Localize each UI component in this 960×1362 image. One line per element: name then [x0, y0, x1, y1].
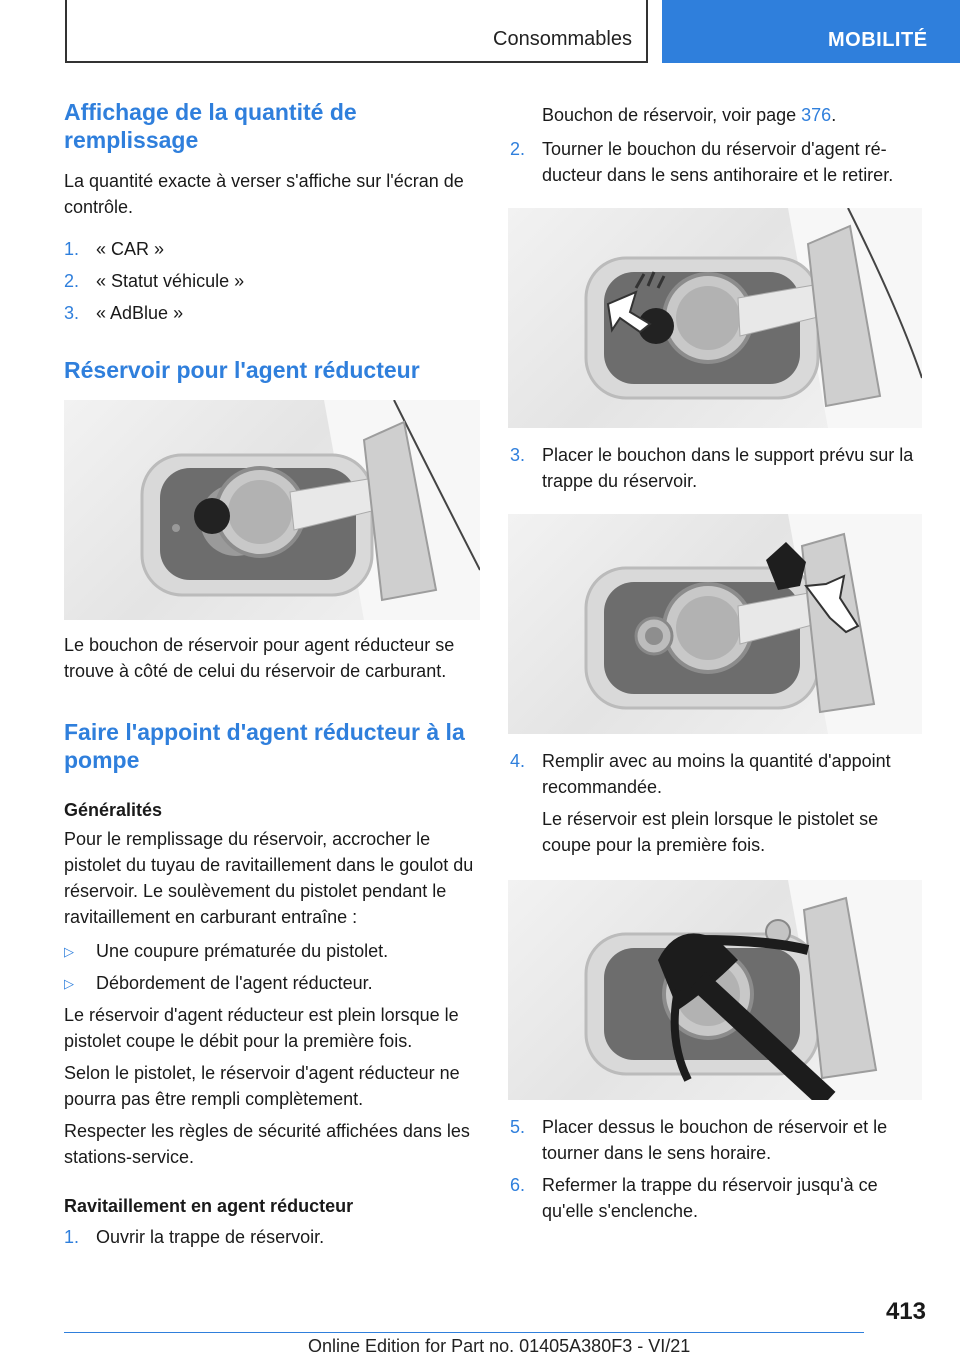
section-title: Consommables [493, 28, 632, 50]
paragraph-cap-location: Le bouchon de réservoir pour agent réducteur se trouve à côté de celui du réservoir de carburant. [64, 635, 455, 681]
paragraph-partial-fill: Selon le pistolet, le réservoir d'agent réducteur ne pourra pas être rempli complètement. [64, 1063, 460, 1109]
step1-continuation: Bouchon de réservoir, voir page 376. [542, 105, 837, 125]
footer-divider [64, 1332, 864, 1333]
chapter-tab [662, 0, 960, 63]
paragraph-general: Pour le remplissage du réservoir, accrocher le pistolet du tuyau de ravitaillement dans le goulot du réservoir. Le soulèvement du pistolet pendant le ravitaillement en carburant entraîne : [64, 829, 474, 927]
steps-list [510, 1114, 924, 1224]
triangle-bullet-icon: ▷ [64, 976, 74, 991]
subheading-general: Généralités [64, 800, 163, 820]
page-number: 413 [885, 1298, 926, 1325]
list-item: 6. Refermer la trappe du réservoir jusqu'à ce qu'elle s'enclenche. [510, 1175, 878, 1221]
list-item: 3. « AdBlue » [64, 303, 184, 323]
list-item: ▷ Une coupure prématurée du pistolet. [64, 938, 480, 964]
step4-note: Le réservoir est plein lorsque le pistolet se coupe pour la première fois. [542, 809, 879, 855]
list-item: 4. Remplir avec au moins la quantité d'appoint recommandée. [510, 751, 891, 797]
paragraph-tank-full: Le réservoir d'agent réducteur est plein lorsque le pistolet coupe le débit pour la première fois. [64, 1005, 459, 1051]
steps-list [510, 442, 924, 494]
heading-refuel-pump: Faire l'appoint d'agent réducteur à la pompe [64, 719, 465, 773]
left-column [64, 98, 480, 1250]
list-item: 1. Ouvrir la trappe de réservoir. [64, 1227, 325, 1247]
heading-fill-level: Affichage de la quantité de remplissage [64, 99, 357, 153]
list-item: 5. Placer dessus le bouchon de réservoir et le tourner dans le sens horaire. [510, 1117, 888, 1163]
list-item: ▷ Débordement de l'agent réducteur. [64, 970, 480, 996]
subheading-refuel: Ravitaillement en agent réducteur [64, 1196, 354, 1216]
list-item: 3. Placer le bouchon dans le support prévu sur la trappe du réservoir. [510, 445, 914, 491]
page-header [0, 0, 960, 66]
page-reference-link[interactable]: 376 [801, 105, 832, 125]
steps-list-start [64, 1224, 480, 1250]
list-item: 1. « CAR » [64, 239, 165, 259]
triangle-bullet-icon: ▷ [64, 944, 74, 959]
steps-list [510, 748, 924, 800]
right-column [510, 102, 924, 1224]
edition-label: Online Edition for Part no. 01405A380F3 - VI/21 [308, 1336, 691, 1356]
chapter-title: MOBILITÉ [828, 29, 928, 51]
steps-list [510, 136, 924, 188]
heading-reducer-tank: Réservoir pour l'agent réducteur [64, 357, 420, 383]
photo-cap-holder [508, 514, 922, 734]
menu-path-list [64, 236, 480, 326]
bullet-list [64, 938, 480, 996]
photo-unscrew-cap [508, 208, 922, 428]
list-item: 2. Tourner le bouchon du réservoir d'agent réducteur dans le sens antihoraire et le retirer. [510, 139, 894, 185]
paragraph-safety: Respecter les règles de sécurité affichées dans les stations-service. [64, 1121, 470, 1167]
photo-fuel-flap-caps [64, 400, 480, 620]
photo-nozzle-filling [508, 880, 922, 1100]
section-tab [65, 0, 648, 63]
list-item: 2. « Statut véhicule » [64, 271, 245, 291]
paragraph-fill-level: La quantité exacte à verser s'affiche sur l'écran de contrôle. [64, 171, 464, 217]
